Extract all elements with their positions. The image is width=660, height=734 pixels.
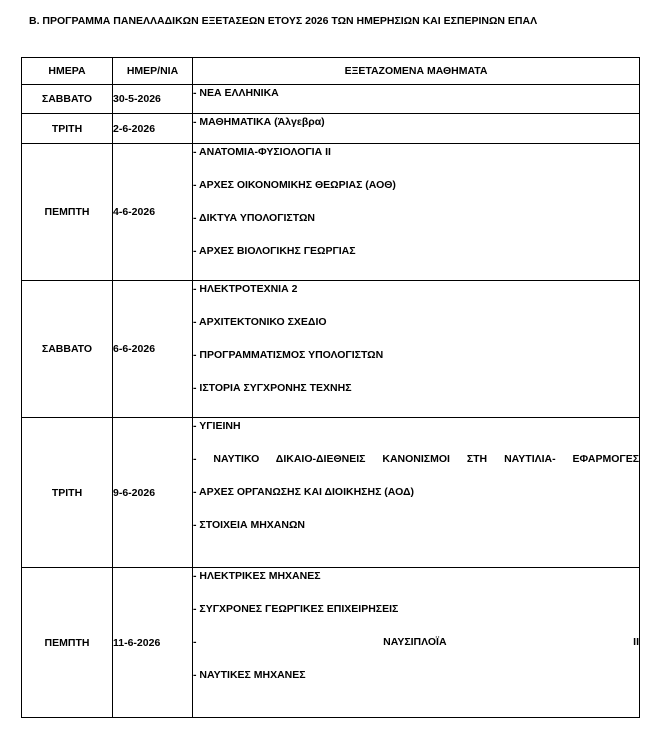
day-cell: ΣΑΒΒΑΤΟ (22, 85, 113, 114)
table-row (22, 418, 640, 568)
subject-item: - ΑΝΑΤΟΜΙΑ-ΦΥΣΙΟΛΟΓΙΑ ΙΙ (193, 146, 331, 158)
header-date: ΗΜΕΡ/ΝΙΑ (113, 58, 193, 85)
table-row (22, 85, 640, 114)
page-title: Β. ΠΡΟΓΡΑΜΜΑ ΠΑΝΕΛΛΑΔΙΚΩΝ ΕΞΕΤΑΣΕΩΝ ΕΤΟΥΣ 2026 ΤΩΝ ΗΜΕΡΗΣΙΩΝ ΚΑΙ ΕΣΠΕΡΙΝΩΝ ΕΠΑΛ (29, 15, 538, 27)
header-subjects: ΕΞΕΤΑΖΟΜΕΝΑ ΜΑΘΗΜΑΤΑ (193, 58, 640, 85)
date-cell: 4-6-2026 (113, 144, 193, 281)
subjects-cell (193, 418, 640, 568)
subject-item: - ΣΤΟΙΧΕΙΑ ΜΗΧΑΝΩΝ (193, 519, 305, 531)
day-cell: ΣΑΒΒΑΤΟ (22, 281, 113, 418)
table-row (22, 144, 640, 281)
subject-item: - ΔΙΚΤΥΑ ΥΠΟΛΟΓΙΣΤΩΝ (193, 212, 315, 224)
day-cell: ΠΕΜΠΤΗ (22, 144, 113, 281)
subjects-cell (193, 144, 640, 281)
subject-item: - ΝΑΥΤΙΚΟ ΔΙΚΑΙΟ-ΔΙΕΘΝΕΙΣ ΚΑΝΟΝΙΣΜΟΙ ΣΤΗ ΝΑΥΤΙΛΙΑ- ΕΦΑΡΜΟΓΕΣ (193, 453, 639, 465)
exam-schedule-table (21, 57, 640, 718)
subject-item: - ΝΑΥΤΙΚΕΣ ΜΗΧΑΝΕΣ (193, 669, 306, 681)
day-cell: ΠΕΜΠΤΗ (22, 568, 113, 718)
subject-item: - ΗΛΕΚΤΡΟΤΕΧΝΙΑ 2 (193, 283, 298, 295)
table-row (22, 568, 640, 718)
date-cell: 2-6-2026 (113, 114, 193, 144)
day-cell: ΤΡΙΤΗ (22, 114, 113, 144)
subjects-cell (193, 114, 640, 144)
subject-item: - ΗΛΕΚΤΡΙΚΕΣ ΜΗΧΑΝΕΣ (193, 570, 321, 582)
date-cell: 30-5-2026 (113, 85, 193, 114)
subjects-cell (193, 85, 640, 114)
header-row (22, 58, 640, 85)
subject-item: - ΙΣΤΟΡΙΑ ΣΥΓΧΡΟΝΗΣ ΤΕΧΝΗΣ (193, 382, 352, 394)
subjects-cell (193, 568, 640, 718)
subject-item: - ΝΕΑ ΕΛΛΗΝΙΚΑ (193, 87, 279, 99)
subject-item: - ΠΡΟΓΡΑΜΜΑΤΙΣΜΟΣ ΥΠΟΛΟΓΙΣΤΩΝ (193, 349, 384, 361)
subject-item: - ΑΡΧΙΤΕΚΤΟΝΙΚΟ ΣΧΕΔΙΟ (193, 316, 327, 328)
subject-item: - ΝΑΥΣΙΠΛΟΪΑ ΙΙ (193, 636, 639, 648)
subject-item: - ΥΓΙΕΙΝΗ (193, 420, 241, 432)
subject-item: - ΑΡΧΕΣ ΒΙΟΛΟΓΙΚΗΣ ΓΕΩΡΓΙΑΣ (193, 245, 356, 257)
subjects-cell (193, 281, 640, 418)
header-day: ΗΜΕΡΑ (22, 58, 113, 85)
subject-item: - ΑΡΧΕΣ ΟΙΚΟΝΟΜΙΚΗΣ ΘΕΩΡΙΑΣ (ΑΟΘ) (193, 179, 396, 191)
day-cell: ΤΡΙΤΗ (22, 418, 113, 568)
table-row (22, 281, 640, 418)
subject-item: - ΣΥΓΧΡΟΝΕΣ ΓΕΩΡΓΙΚΕΣ ΕΠΙΧΕΙΡΗΣΕΙΣ (193, 603, 399, 615)
subject-item: - ΜΑΘΗΜΑΤΙΚΑ (Άλγεβρα) (193, 116, 325, 128)
subject-item: - ΑΡΧΕΣ ΟΡΓΑΝΩΣΗΣ ΚΑΙ ΔΙΟΙΚΗΣΗΣ (ΑΟΔ) (193, 486, 415, 498)
date-cell: 11-6-2026 (113, 568, 193, 718)
date-cell: 9-6-2026 (113, 418, 193, 568)
table-row (22, 114, 640, 144)
date-cell: 6-6-2026 (113, 281, 193, 418)
